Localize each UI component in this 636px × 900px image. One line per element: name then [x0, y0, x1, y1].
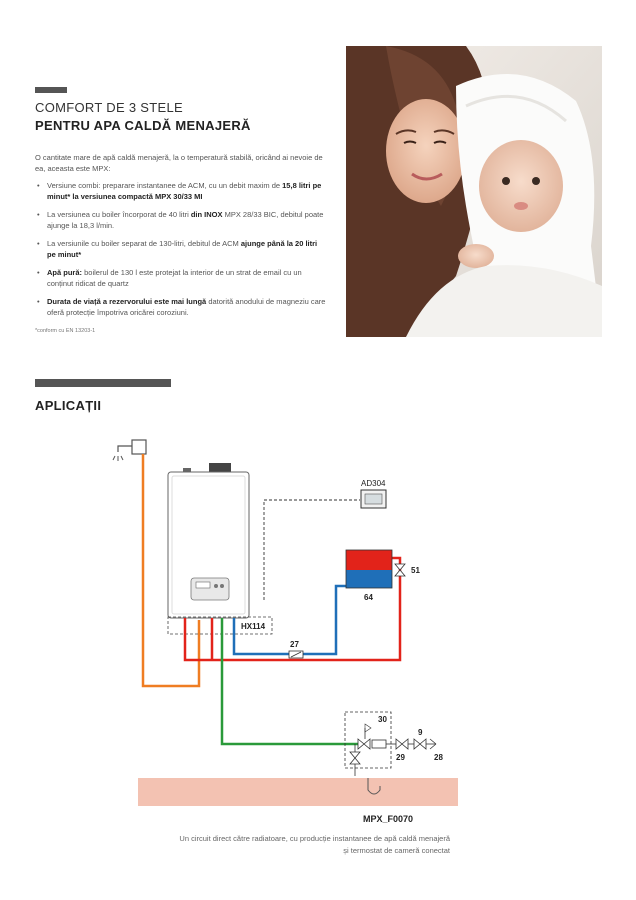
caption-line-2: și termostat de cameră conectat — [343, 846, 450, 855]
tank-label: 64 — [364, 593, 373, 602]
comfort-title-line2: PENTRU APA CALDĂ MENAJERĂ — [35, 118, 251, 133]
hx114-label: HX114 — [241, 622, 266, 631]
gas-pipe — [222, 618, 358, 744]
list-item: • La versiunea cu boiler încorporat de 40 litri din INOX MPX 28/33 BIC, debitul poate ajunge la 18,3 l/min. — [35, 209, 327, 231]
thermostat-icon — [361, 490, 386, 508]
boiler-icon — [168, 463, 249, 618]
valve51-label: 51 — [411, 566, 420, 575]
valve-icon — [395, 564, 405, 576]
list-item: • Versiune combi: preparare instantanee de ACM, cu un debit maxim de 15,8 litri pe minut* la versiunea compactă MPX 30/33 MI — [35, 180, 327, 202]
list-item: • Durata de viață a rezervorului este mai lungă datorită anodului de magneziu care oferă protecție împotriva oricărei coroziuni. — [35, 296, 327, 318]
floor-band — [138, 778, 458, 806]
caption-line-1: Un circuit direct către radiatoare, cu producție instantanee de apă caldă menajeră — [179, 834, 450, 843]
item27-label: 27 — [290, 640, 299, 649]
footnote: *conform cu EN 13203-1 — [35, 328, 96, 334]
applications-title: APLICAȚII — [35, 398, 102, 413]
item28-label: 28 — [434, 753, 443, 762]
thermostat-label: AD304 — [361, 479, 386, 488]
list-item: • Apă pură: boilerul de 130 l este protejat la interior de un strat de email cu un conținut ridicat de quartz — [35, 267, 327, 289]
item30-label: 30 — [378, 715, 387, 724]
diagram-code: MPX_F0070 — [363, 814, 414, 824]
faucet-icon — [113, 440, 146, 461]
comfort-intro: O cantitate mare de apă caldă menajeră, la o temperatură stabilă, oricând ai nevoie de ea, aceasta este MPX: — [35, 153, 323, 173]
item9-label: 9 — [418, 728, 423, 737]
storage-tank — [346, 550, 392, 588]
list-item: • La versiunile cu boiler separat de 130-litri, debitul de ACM ajunge până la 20 litri pe minut* — [35, 238, 327, 260]
diagram-caption — [150, 833, 450, 857]
item29-label: 29 — [396, 753, 405, 762]
comfort-title-line1: COMFORT DE 3 STELE — [35, 100, 183, 115]
